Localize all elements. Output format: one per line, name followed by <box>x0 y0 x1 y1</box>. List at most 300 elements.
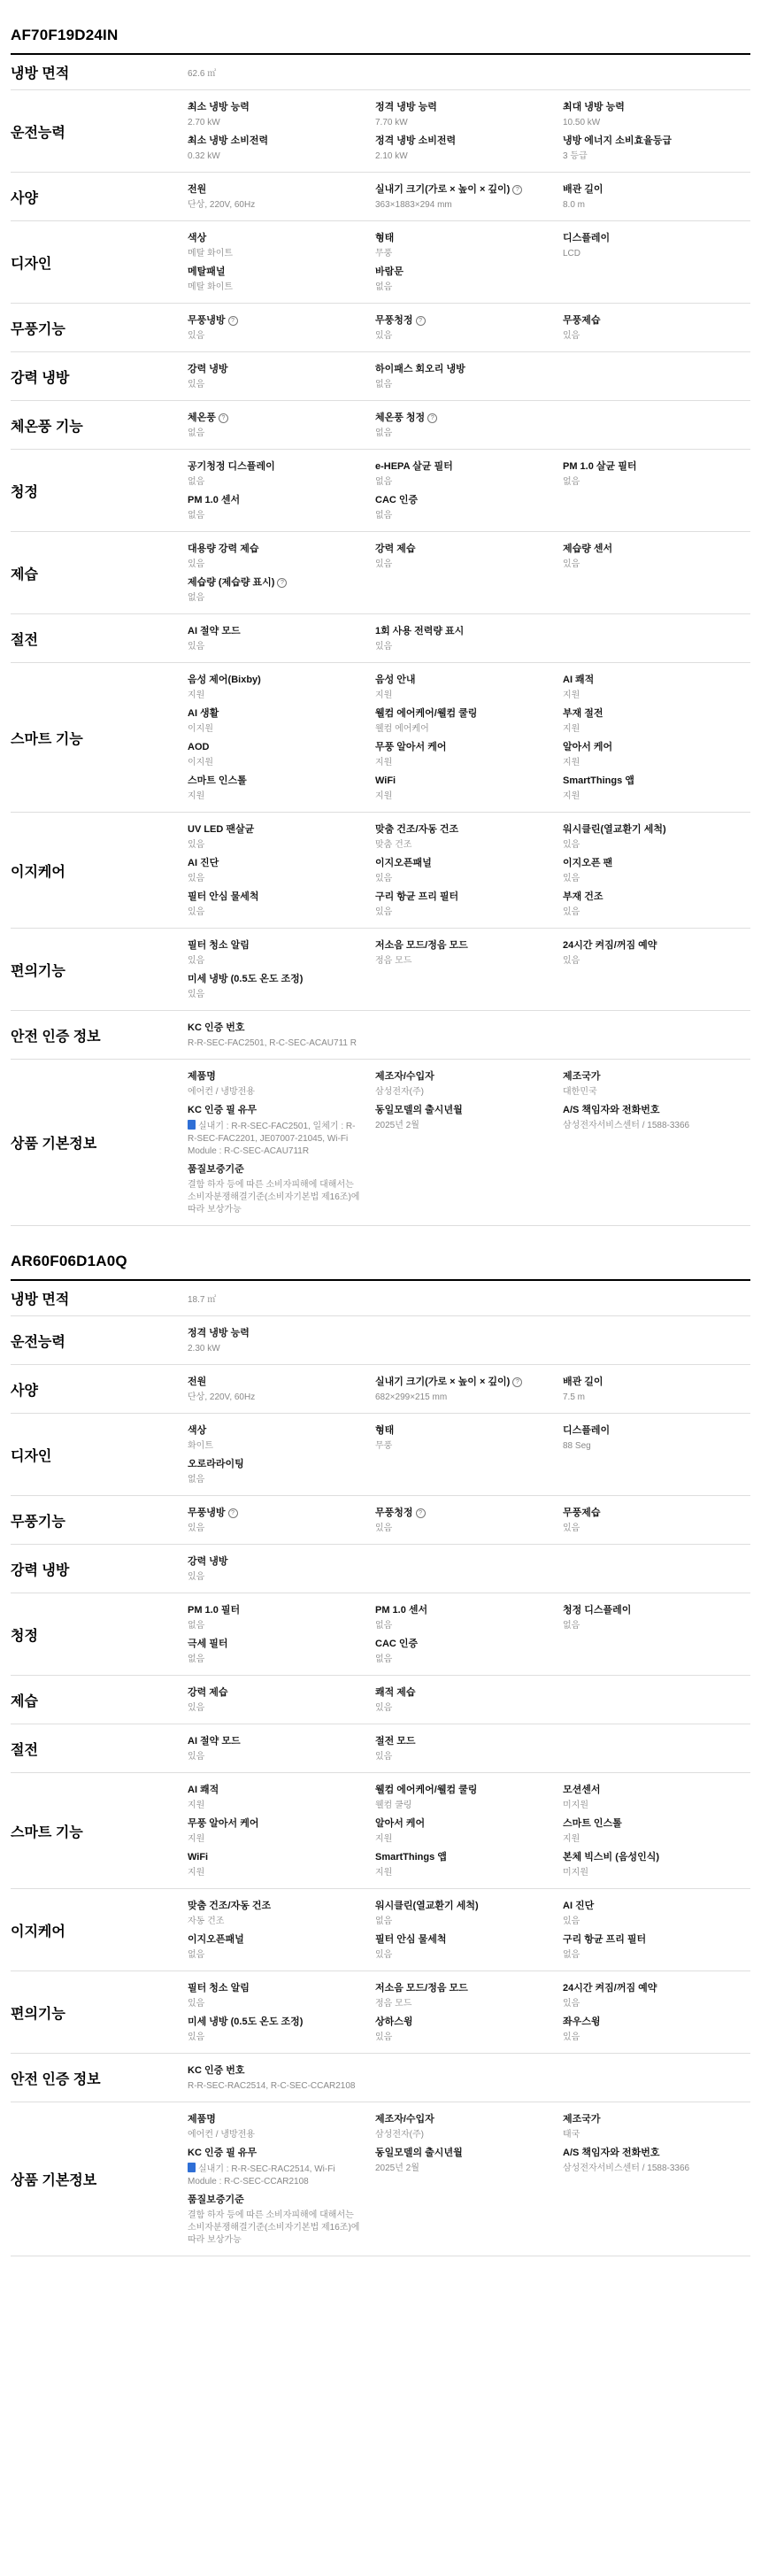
spec-value <box>188 1086 363 1099</box>
spec-label-text: 전원 <box>188 1377 207 1387</box>
spec-label-text: 1회 사용 전력량 표시 <box>375 626 465 636</box>
spec-item <box>188 973 375 1001</box>
spec-value <box>188 476 363 489</box>
spec-value <box>188 955 363 968</box>
spec-label <box>375 1638 550 1651</box>
spec-label <box>563 857 738 870</box>
spec-label-text: PM 1.0 센서 <box>375 1605 428 1616</box>
spec-value-text: 삼성전자(주) <box>375 1087 424 1097</box>
spec-label-text: 절전 모드 <box>375 1736 416 1747</box>
spec-item <box>188 101 375 129</box>
spec-value <box>188 1037 363 1050</box>
spec-item <box>563 1376 750 1404</box>
spec-value-text: 2.10 kW <box>375 151 408 161</box>
spec-item <box>188 66 375 81</box>
spec-label <box>563 1507 738 1520</box>
spec-category: 디자인 <box>11 256 52 272</box>
spec-value <box>563 1916 738 1928</box>
spec-value <box>188 282 363 294</box>
spec-value-text: 있음 <box>375 907 393 917</box>
spec-item <box>375 1604 563 1632</box>
spec-label-text: 제조자/수입자 <box>375 2114 434 2125</box>
spec-label <box>188 1784 363 1797</box>
spec-category: 절전 <box>11 1742 38 1758</box>
spec-item <box>563 2147 750 2188</box>
spec-label-text: SmartThings 앱 <box>375 1852 447 1863</box>
spec-value-text: 화이트 <box>188 1441 213 1451</box>
spec-label-text: KC 인증 필 유무 <box>188 1105 258 1115</box>
spec-value <box>188 330 363 343</box>
spec-value-text: 있음 <box>375 1752 393 1762</box>
spec-category: 냉방 면적 <box>11 1292 70 1307</box>
spec-grid <box>188 1724 750 1772</box>
spec-value-text: 삼성전자서비스센터 / 1588-3366 <box>563 1121 690 1130</box>
spec-item <box>188 314 375 343</box>
spec-value <box>563 248 738 260</box>
spec-value <box>188 1949 363 1962</box>
spec-row <box>11 1281 750 1316</box>
spec-label-text: PM 1.0 센서 <box>188 495 241 505</box>
spec-label <box>188 2016 363 2029</box>
spec-label-text: 웰컴 에어케어/웰컴 쿨링 <box>375 708 478 719</box>
spec-category: 냉방 면적 <box>11 66 70 81</box>
spec-label <box>375 857 550 870</box>
spec-value-text: 있음 <box>563 874 580 883</box>
spec-label <box>375 1507 550 1520</box>
spec-label <box>375 823 550 837</box>
spec-value <box>375 1120 550 1132</box>
spec-value <box>188 1120 363 1158</box>
spec-label-text: 스마트 인스톨 <box>563 1818 622 1829</box>
spec-value <box>563 117 738 129</box>
spec-label-text: 24시간 켜짐/꺼짐 예약 <box>563 940 657 951</box>
spec-label-text: 강력 제습 <box>375 544 416 554</box>
spec-value-text: 없음 <box>188 1654 205 1664</box>
info-icon[interactable]: ? <box>228 1508 238 1518</box>
spec-label <box>375 1686 550 1700</box>
spec-item <box>375 314 563 343</box>
spec-label <box>375 232 550 245</box>
spec-label-text: 메탈패널 <box>188 266 226 277</box>
spec-label-text: 색상 <box>188 1425 207 1436</box>
spec-label <box>188 1933 363 1947</box>
spec-value-text: 있음 <box>188 380 205 389</box>
spec-value-text: 88 Seg <box>563 1441 591 1451</box>
spec-label <box>188 1104 363 1117</box>
spec-grid <box>188 1545 750 1593</box>
spec-item <box>188 2194 375 2247</box>
spec-value <box>563 1620 738 1632</box>
spec-row <box>11 1365 750 1414</box>
spec-value <box>375 330 550 343</box>
spec-item <box>375 891 563 919</box>
spec-value-text: 있음 <box>563 840 580 850</box>
spec-category: 사양 <box>11 1383 38 1399</box>
spec-label <box>188 1982 363 1995</box>
spec-value <box>375 1833 550 1846</box>
spec-label <box>188 1458 363 1471</box>
spec-value-text: 2025년 2월 <box>375 2163 419 2173</box>
spec-label <box>563 674 738 687</box>
spec-value <box>188 150 363 163</box>
spec-value <box>375 379 550 391</box>
spec-label-text: 배관 길이 <box>563 1377 603 1387</box>
spec-value <box>375 510 550 522</box>
spec-label <box>188 494 363 507</box>
info-icon[interactable]: ? <box>416 316 426 326</box>
spec-grid <box>188 1011 750 1059</box>
spec-value <box>375 690 550 702</box>
spec-item <box>188 741 375 769</box>
spec-item <box>375 543 563 571</box>
spec-label-text: 무풍냉방 <box>188 1508 226 1518</box>
spec-label-text: 무풍냉방 <box>188 315 226 326</box>
spec-label-text: 24시간 켜짐/꺼짐 예약 <box>563 1983 657 1994</box>
spec-grid <box>188 1773 750 1888</box>
spec-label <box>188 101 363 114</box>
spec-item <box>188 1070 375 1099</box>
spec-value <box>375 248 550 260</box>
spec-value <box>188 1474 363 1486</box>
spec-label <box>188 857 363 870</box>
spec-label <box>188 1555 363 1569</box>
spec-label <box>563 1900 738 1913</box>
spec-value <box>375 559 550 571</box>
spec-label <box>188 1686 363 1700</box>
spec-label <box>563 183 738 197</box>
spec-value <box>188 1998 363 2010</box>
spec-label-text: 제품명 <box>188 1071 216 1082</box>
spec-label-text: 알아서 케어 <box>375 1818 426 1829</box>
spec-value <box>375 873 550 885</box>
spec-item <box>375 1817 563 1846</box>
spec-item <box>188 823 375 852</box>
spec-value <box>188 1654 363 1666</box>
spec-value-text: 없음 <box>188 1621 205 1631</box>
spec-label-text: CAC 인증 <box>375 495 419 505</box>
spec-item <box>563 1507 750 1535</box>
spec-value <box>563 873 738 885</box>
spec-item <box>563 823 750 852</box>
spec-item <box>563 939 750 968</box>
spec-value-text: 있음 <box>563 907 580 917</box>
spec-item <box>188 1817 375 1846</box>
spec-label <box>188 2064 363 2078</box>
spec-label <box>188 363 363 376</box>
spec-label-text: AI 진단 <box>188 858 219 868</box>
spec-value-text: 2025년 2월 <box>375 1121 419 1130</box>
info-icon[interactable]: ? <box>228 316 238 326</box>
spec-grid <box>188 1060 750 1225</box>
spec-label <box>375 775 550 788</box>
spec-value-text: 363×1883×294 mm <box>375 200 452 210</box>
spec-label <box>375 1900 550 1913</box>
spec-value-text: 지원 <box>375 690 393 700</box>
spec-value <box>563 2163 738 2175</box>
spec-value-text: 없음 <box>375 282 393 292</box>
spec-value <box>188 117 363 129</box>
spec-value <box>375 2032 550 2044</box>
spec-label-text: 무풍청정 <box>375 315 413 326</box>
spec-item <box>563 1784 750 1812</box>
spec-label-text: 구리 항균 프리 필터 <box>563 1934 647 1945</box>
spec-label <box>375 1851 550 1864</box>
spec-value <box>375 1800 550 1812</box>
spec-label-text: 바람문 <box>375 266 404 277</box>
spec-value <box>563 199 738 212</box>
spec-value <box>188 2080 363 2093</box>
spec-label-text: 공기청정 디스플레이 <box>188 461 275 472</box>
spec-label <box>563 135 738 148</box>
spec-label <box>188 543 363 556</box>
spec-value <box>188 1294 363 1307</box>
spec-value <box>375 906 550 919</box>
spec-value-text: 있음 <box>188 642 205 652</box>
spec-item <box>375 183 563 212</box>
spec-item <box>375 135 563 163</box>
spec-item <box>375 1424 563 1453</box>
spec-item <box>375 2113 563 2141</box>
spec-label-text: WiFi <box>375 775 396 786</box>
spec-label-text: 체온풍 <box>188 413 216 423</box>
spec-item <box>188 891 375 919</box>
spec-item <box>563 135 750 163</box>
spec-value <box>563 791 738 803</box>
spec-value <box>375 1949 550 1962</box>
spec-label <box>563 2147 738 2160</box>
spec-value <box>188 248 363 260</box>
spec-row <box>11 1060 750 1226</box>
spec-row <box>11 401 750 450</box>
spec-item <box>563 543 750 571</box>
spec-label-text: 배관 길이 <box>563 184 603 195</box>
spec-grid <box>188 1971 750 2053</box>
spec-label-text: 제조자/수입자 <box>375 1071 434 1082</box>
spec-item <box>188 460 375 489</box>
spec-label-text: 무풍제습 <box>563 315 601 326</box>
spec-value <box>563 1949 738 1962</box>
spec-label <box>375 412 550 425</box>
spec-item <box>188 266 375 294</box>
spec-label <box>188 2147 363 2160</box>
spec-item <box>563 1424 750 1453</box>
spec-value-text: 있음 <box>375 2032 393 2042</box>
spec-value-text: 에어컨 / 냉방전용 <box>188 1087 255 1097</box>
spec-grid <box>188 55 750 89</box>
spec-value <box>188 906 363 919</box>
spec-item <box>563 674 750 702</box>
spec-value-text: 웰컴 쿨링 <box>375 1801 412 1810</box>
spec-label <box>375 891 550 904</box>
spec-label <box>188 2194 363 2207</box>
spec-value-text: 있음 <box>375 1950 393 1960</box>
spec-label-text: 필터 청소 알림 <box>188 1983 250 1994</box>
spec-label <box>188 1070 363 1084</box>
spec-value <box>188 1440 363 1453</box>
spec-value-text: LCD <box>563 249 581 258</box>
spec-value-text: 정음 모드 <box>375 956 412 966</box>
spec-value <box>563 559 738 571</box>
spec-item <box>188 857 375 885</box>
spec-value-text: 있음 <box>563 559 580 569</box>
spec-label <box>188 1638 363 1651</box>
spec-label-text: 제습량 센서 <box>563 544 613 554</box>
spec-row <box>11 813 750 929</box>
spec-category: 무풍기능 <box>11 1514 65 1530</box>
info-icon[interactable]: ? <box>277 578 287 588</box>
spec-item <box>188 1900 375 1928</box>
spec-label-text: AI 절약 모드 <box>188 626 241 636</box>
spec-label-text: 좌우스윙 <box>563 2017 601 2027</box>
spec-grid <box>188 304 750 351</box>
spec-item <box>188 1292 375 1307</box>
spec-category: 스마트 기능 <box>11 1824 83 1840</box>
spec-label-text: KC 인증 필 유무 <box>188 2148 258 2158</box>
spec-label-text: 디스플레이 <box>563 233 611 243</box>
spec-row <box>11 1971 750 2054</box>
spec-item <box>563 1604 750 1632</box>
spec-row <box>11 55 750 90</box>
spec-category: 청정 <box>11 1628 38 1644</box>
spec-item <box>188 1555 375 1584</box>
spec-label <box>563 1784 738 1797</box>
spec-label <box>188 183 363 197</box>
spec-item <box>188 939 375 968</box>
spec-grid <box>188 614 750 662</box>
spec-value-text: 태국 <box>563 2130 580 2140</box>
spec-item <box>188 2147 375 2188</box>
spec-label-text: 강력 냉방 <box>188 1556 228 1567</box>
spec-row <box>11 614 750 663</box>
spec-value-text: 있음 <box>188 1999 205 2009</box>
spec-value-text: 없음 <box>188 593 205 603</box>
spec-label-text: AI 절약 모드 <box>188 1736 241 1747</box>
spec-grid <box>188 1496 750 1544</box>
spec-grid <box>188 1676 750 1724</box>
spec-value-text: 지원 <box>563 1834 580 1844</box>
spec-label-text: 동일모델의 출시년월 <box>375 1105 463 1115</box>
spec-value-text: 지원 <box>375 791 393 801</box>
spec-value-text: 지원 <box>563 758 580 767</box>
spec-label-text: 형태 <box>375 233 395 243</box>
spec-value-text: 있음 <box>188 907 205 917</box>
spec-row <box>11 1316 750 1365</box>
spec-row <box>11 1593 750 1676</box>
spec-value-text: 지원 <box>563 690 580 700</box>
document-icon[interactable] <box>188 2163 196 2172</box>
spec-value-text: 무풍 <box>375 1441 393 1451</box>
spec-label-text: 저소음 모드/정음 모드 <box>375 940 468 951</box>
spec-label-text: 오로라라이팅 <box>188 1459 244 1469</box>
spec-label <box>563 1604 738 1617</box>
spec-value-text: 삼성전자(주) <box>375 2130 424 2140</box>
spec-category: 운전능력 <box>11 1334 65 1350</box>
spec-value-text: 지원 <box>188 1801 205 1810</box>
spec-label <box>375 494 550 507</box>
spec-item <box>375 1638 563 1666</box>
document-icon[interactable] <box>188 1120 196 1130</box>
spec-label <box>375 1982 550 1995</box>
spec-value-text: 있음 <box>188 990 205 999</box>
spec-label <box>375 1933 550 1947</box>
spec-item <box>188 494 375 522</box>
spec-item <box>188 2113 375 2141</box>
spec-value-text: 없음 <box>375 477 393 487</box>
spec-value <box>188 2163 363 2188</box>
spec-label <box>188 1900 363 1913</box>
spec-label <box>563 1424 738 1438</box>
info-icon[interactable]: ? <box>416 1508 426 1518</box>
spec-item <box>188 576 375 605</box>
spec-label-text: 워시클린(열교환기 세척) <box>375 1901 479 1911</box>
spec-label-text: 필터 안심 물세척 <box>375 1934 447 1945</box>
spec-item <box>188 1638 375 1666</box>
spec-item <box>375 625 563 653</box>
spec-value <box>563 1440 738 1453</box>
spec-value <box>375 1702 550 1715</box>
spec-label-text: e-HEPA 살균 필터 <box>375 461 453 472</box>
spec-item <box>375 1376 563 1404</box>
info-icon[interactable]: ? <box>512 185 522 195</box>
spec-item <box>563 741 750 769</box>
spec-label-text: 체온풍 청정 <box>375 413 426 423</box>
spec-item <box>375 2147 563 2188</box>
spec-item <box>563 2016 750 2044</box>
info-icon[interactable]: ? <box>512 1377 522 1387</box>
spec-item <box>375 1900 563 1928</box>
spec-grid <box>188 1365 750 1413</box>
spec-value <box>375 641 550 653</box>
spec-value-text: 18.7 ㎡ <box>188 1295 217 1305</box>
spec-grid <box>188 929 750 1010</box>
spec-value-text: 0.32 kW <box>188 151 220 161</box>
spec-label <box>188 823 363 837</box>
spec-grid <box>188 2102 750 2256</box>
spec-value-text: 지원 <box>188 791 205 801</box>
spec-item <box>188 1424 375 1453</box>
spec-value-text: 10.50 kW <box>563 118 601 127</box>
spec-label <box>188 135 363 148</box>
spec-value <box>188 757 363 769</box>
spec-value-text: 지원 <box>375 1868 393 1878</box>
spec-value-text: 지원 <box>375 758 393 767</box>
spec-label <box>563 460 738 474</box>
spec-label-text: 쾌적 제습 <box>375 1687 416 1698</box>
spec-grid <box>188 1281 750 1315</box>
info-icon[interactable]: ? <box>219 413 228 423</box>
spec-item <box>188 1735 375 1763</box>
spec-label-text: 하이패스 회오리 냉방 <box>375 364 465 374</box>
spec-value <box>563 1800 738 1812</box>
spec-label <box>563 2113 738 2126</box>
spec-grid <box>188 532 750 613</box>
info-icon[interactable]: ? <box>427 413 437 423</box>
spec-label <box>375 363 550 376</box>
spec-value-text: 없음 <box>375 428 393 438</box>
spec-value-text: 2.30 kW <box>188 1344 220 1354</box>
spec-value-text: 대한민국 <box>563 1087 597 1097</box>
spec-value-text: 지원 <box>563 791 580 801</box>
spec-value-text: 단상, 220V, 60Hz <box>188 1392 256 1402</box>
spec-value <box>188 428 363 440</box>
spec-value <box>188 1343 363 1355</box>
spec-label-text: AI 쾌적 <box>563 675 595 685</box>
spec-row <box>11 1414 750 1496</box>
spec-label-text: 최대 냉방 능력 <box>563 102 625 112</box>
spec-label-text: 알아서 케어 <box>563 742 613 752</box>
spec-label <box>375 625 550 638</box>
spec-label <box>563 101 738 114</box>
